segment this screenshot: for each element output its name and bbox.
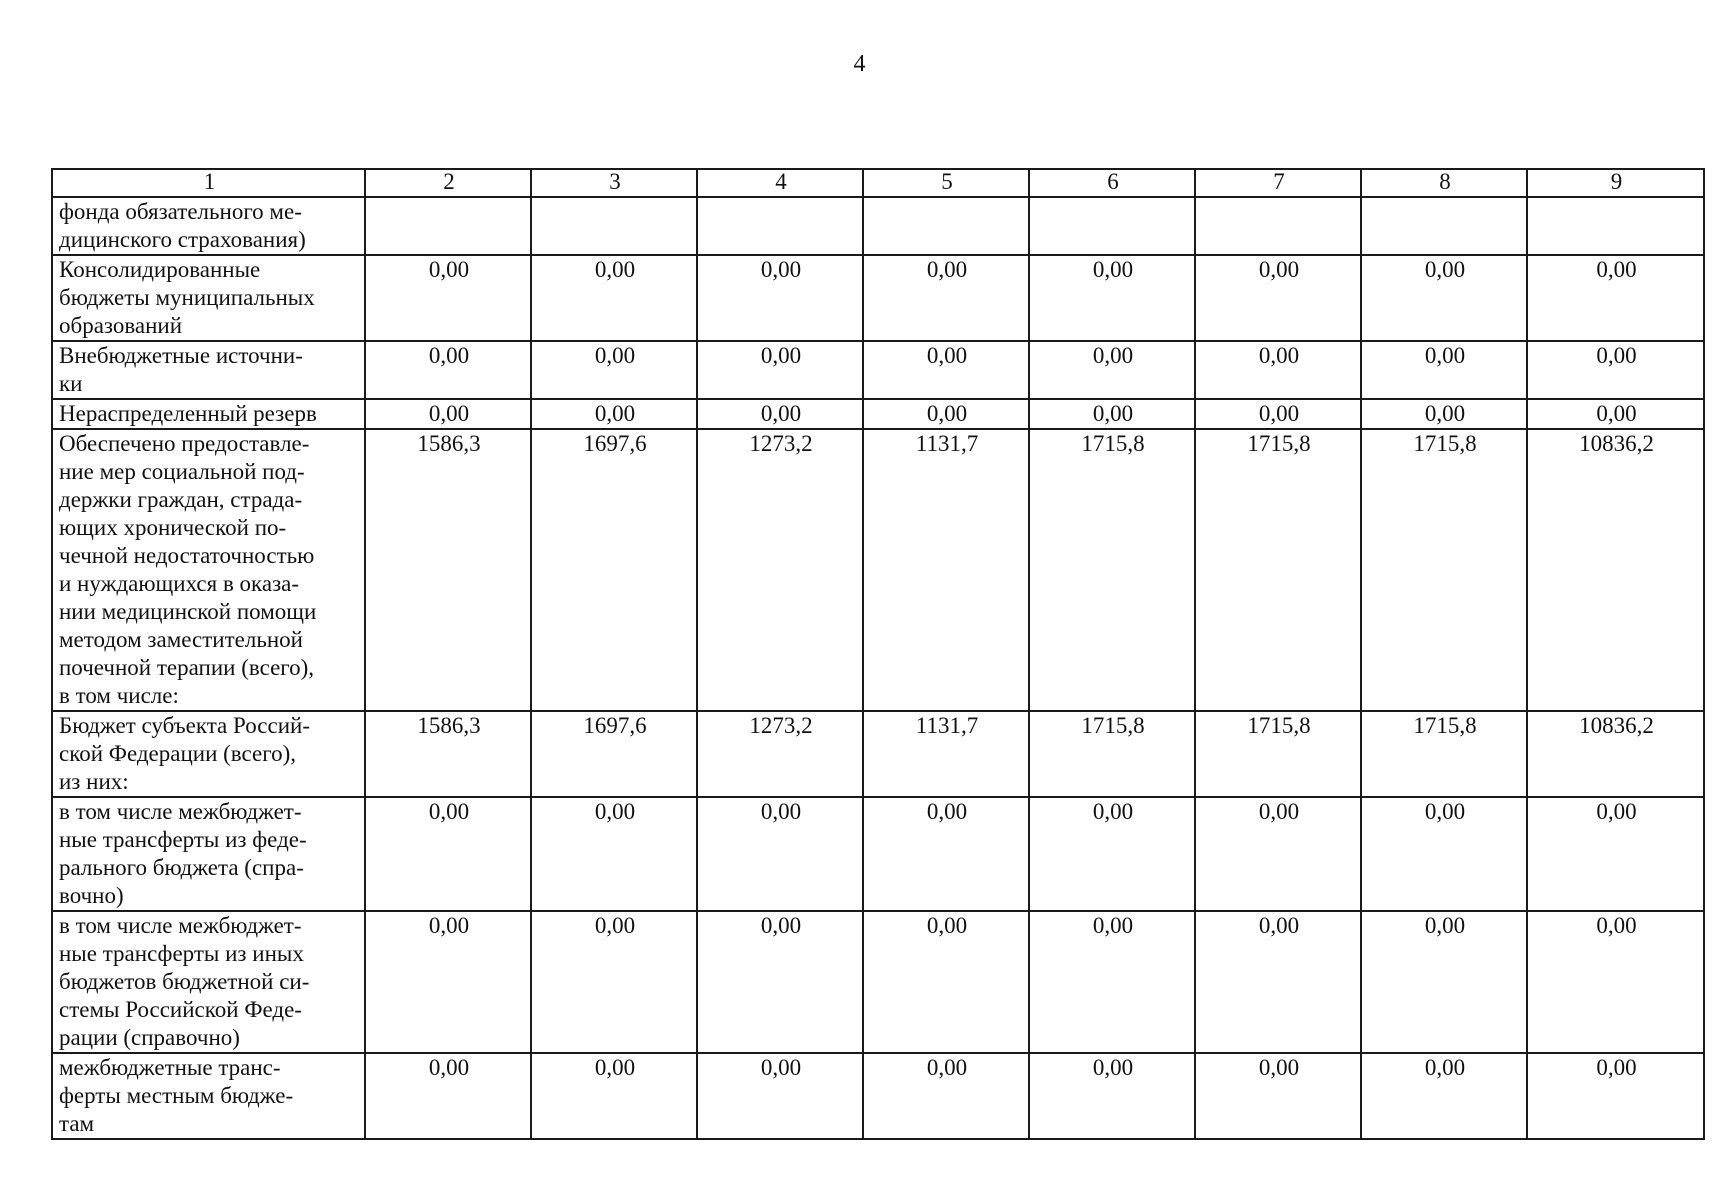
- row-label: в том числе межбюджет- ные трансферты из феде- рального бюджета (спра- вочно): [52, 797, 365, 911]
- table-cell: [1527, 197, 1704, 255]
- table-cell: 0,00: [697, 255, 863, 341]
- table-cell: 0,00: [1527, 911, 1704, 1053]
- column-header-2: 2: [365, 169, 531, 197]
- table-cell: 0,00: [365, 911, 531, 1053]
- table-cell: 10836,2: [1527, 429, 1704, 711]
- table-cell: 0,00: [365, 399, 531, 429]
- table-cell: [697, 197, 863, 255]
- table-cell: 1697,6: [531, 711, 697, 797]
- table-cell: 0,00: [697, 341, 863, 399]
- table-cell: 1273,2: [697, 711, 863, 797]
- table-cell: 0,00: [1029, 341, 1195, 399]
- table-cell: 0,00: [863, 1053, 1029, 1139]
- data-table: [51, 168, 1705, 1140]
- table-cell: [1195, 197, 1361, 255]
- column-header-7: 7: [1195, 169, 1361, 197]
- column-header-9: 9: [1527, 169, 1704, 197]
- table-cell: 1715,8: [1195, 429, 1361, 711]
- table-header-row: [52, 169, 1704, 197]
- page-number: 4: [853, 51, 866, 77]
- table-row: [52, 399, 1704, 429]
- table-row: [52, 255, 1704, 341]
- table-body: [52, 197, 1704, 1139]
- table-cell: 0,00: [1029, 255, 1195, 341]
- table-row: [52, 911, 1704, 1053]
- table-cell: 0,00: [1527, 399, 1704, 429]
- table-cell: [1361, 197, 1527, 255]
- row-label: межбюджетные транс- ферты местным бюдже- там: [52, 1053, 365, 1139]
- table-cell: 1715,8: [1029, 711, 1195, 797]
- table-cell: 0,00: [1195, 255, 1361, 341]
- table-cell: 0,00: [1029, 911, 1195, 1053]
- table-cell: 0,00: [697, 797, 863, 911]
- table-row: [52, 1053, 1704, 1139]
- table-cell: 1131,7: [863, 429, 1029, 711]
- table-cell: 0,00: [531, 911, 697, 1053]
- table-cell: 1715,8: [1361, 429, 1527, 711]
- table-cell: 0,00: [863, 399, 1029, 429]
- table-cell: 1586,3: [365, 429, 531, 711]
- column-header-6: 6: [1029, 169, 1195, 197]
- table-cell: 1715,8: [1361, 711, 1527, 797]
- table-cell: 0,00: [863, 341, 1029, 399]
- table-cell: 0,00: [1195, 341, 1361, 399]
- table-cell: 0,00: [1195, 399, 1361, 429]
- column-header-1: 1: [52, 169, 365, 197]
- table-row: [52, 797, 1704, 911]
- table-cell: 0,00: [1361, 399, 1527, 429]
- table-cell: [863, 197, 1029, 255]
- table-cell: 0,00: [863, 255, 1029, 341]
- table-cell: 0,00: [1361, 1053, 1527, 1139]
- table-row: [52, 429, 1704, 711]
- table-cell: [1029, 197, 1195, 255]
- table-cell: 1715,8: [1029, 429, 1195, 711]
- table-cell: 10836,2: [1527, 711, 1704, 797]
- table-cell: 0,00: [697, 911, 863, 1053]
- table-cell: 0,00: [697, 399, 863, 429]
- table-cell: 0,00: [697, 1053, 863, 1139]
- table-cell: 0,00: [1361, 911, 1527, 1053]
- table-cell: 0,00: [1195, 797, 1361, 911]
- table-cell: 0,00: [531, 797, 697, 911]
- table-cell: 0,00: [365, 255, 531, 341]
- table-cell: 0,00: [1361, 341, 1527, 399]
- column-header-4: 4: [697, 169, 863, 197]
- row-label: Нераспределенный резерв: [52, 399, 365, 429]
- table-cell: 0,00: [1029, 797, 1195, 911]
- table-cell: 1273,2: [697, 429, 863, 711]
- table-cell: 0,00: [863, 797, 1029, 911]
- column-header-5: 5: [863, 169, 1029, 197]
- row-label: Обеспечено предоставле- ние мер социальной под- держки граждан, страда- ющих хронической по- чечной недостаточностью и нуждающихся в оказа- нии медицинской помощи методом заместительной почечной терапии (всего), в том числе:: [52, 429, 365, 711]
- row-label: Внебюджетные источни- ки: [52, 341, 365, 399]
- table-cell: 0,00: [1361, 255, 1527, 341]
- row-label: в том числе межбюджет- ные трансферты из иных бюджетов бюджетной си- стемы Российской Феде- рации (справочно): [52, 911, 365, 1053]
- table-cell: [365, 197, 531, 255]
- table-cell: 0,00: [531, 1053, 697, 1139]
- table-cell: 0,00: [1029, 399, 1195, 429]
- table-cell: 0,00: [365, 1053, 531, 1139]
- table-cell: 0,00: [531, 399, 697, 429]
- table-cell: 1715,8: [1195, 711, 1361, 797]
- row-label: фонда обязательного ме- дицинского страхования): [52, 197, 365, 255]
- row-label: Консолидированные бюджеты муниципальных образований: [52, 255, 365, 341]
- table-row: [52, 197, 1704, 255]
- table-cell: 0,00: [1527, 255, 1704, 341]
- table-row: [52, 341, 1704, 399]
- table-cell: 0,00: [365, 341, 531, 399]
- table-cell: 1131,7: [863, 711, 1029, 797]
- table-cell: 0,00: [1527, 1053, 1704, 1139]
- table-cell: 1697,6: [531, 429, 697, 711]
- table-cell: 0,00: [1527, 341, 1704, 399]
- table-cell: 0,00: [863, 911, 1029, 1053]
- column-header-3: 3: [531, 169, 697, 197]
- table-cell: [531, 197, 697, 255]
- table-cell: 1586,3: [365, 711, 531, 797]
- table-cell: 0,00: [365, 797, 531, 911]
- table-cell: 0,00: [1527, 797, 1704, 911]
- table-cell: 0,00: [1195, 911, 1361, 1053]
- row-label: Бюджет субъекта Россий- ской Федерации (всего), из них:: [52, 711, 365, 797]
- table-cell: 0,00: [531, 341, 697, 399]
- table-cell: 0,00: [1029, 1053, 1195, 1139]
- table-row: [52, 711, 1704, 797]
- column-header-8: 8: [1361, 169, 1527, 197]
- table-cell: 0,00: [1195, 1053, 1361, 1139]
- table-cell: 0,00: [1361, 797, 1527, 911]
- table-cell: 0,00: [531, 255, 697, 341]
